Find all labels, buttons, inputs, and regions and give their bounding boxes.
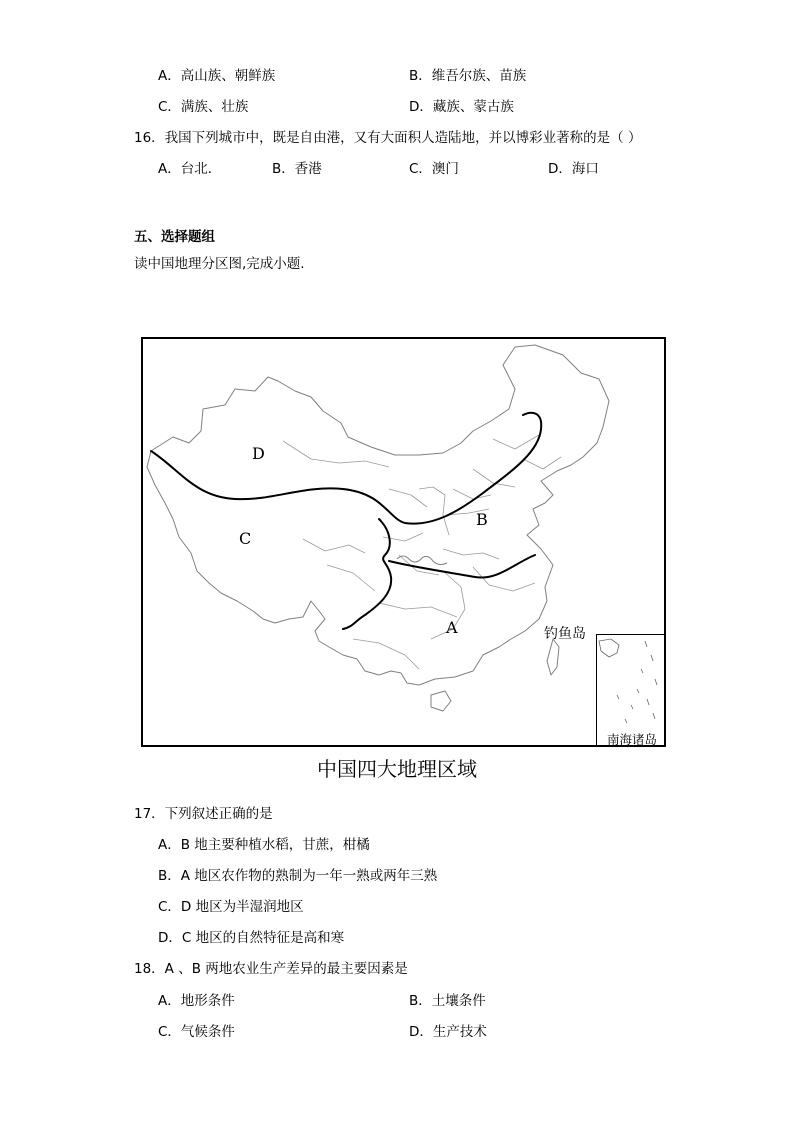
diaoyu-island-label: 钓鱼岛 xyxy=(544,626,586,642)
q15-option-c: C．满族、壮族 xyxy=(158,99,249,115)
q17-stem: 17．下列叙述正确的是 xyxy=(134,806,273,822)
section-title: 五、选择题组 xyxy=(134,229,215,245)
section-intro: 读中国地理分区图,完成小题. xyxy=(134,256,305,272)
q15-option-b: B．维吾尔族、苗族 xyxy=(409,68,527,84)
q16-option-a: A．台北． xyxy=(158,161,222,177)
q16-stem: 16．我国下列城市中，既是自由港，又有大面积人造陆地，并以博彩业著称的是（ ） xyxy=(134,130,642,146)
q17-option-d: D．C 地区的自然特征是高和寒 xyxy=(158,930,345,946)
q17-option-a: A．B 地主要种植水稻，甘蔗，柑橘 xyxy=(158,837,370,853)
inset-drawing xyxy=(597,635,666,747)
region-label-d: D xyxy=(252,444,265,463)
q16-option-c: C．澳门 xyxy=(409,161,459,177)
china-regions-map xyxy=(141,337,666,747)
hainan-island xyxy=(431,691,451,711)
q15-option-d: D．藏族、蒙古族 xyxy=(409,99,514,115)
q16-option-d: D．海口 xyxy=(548,161,599,177)
q17-option-c: C．D 地区为半湿润地区 xyxy=(158,899,304,915)
region-label-a: A xyxy=(446,618,458,637)
map-drawing xyxy=(143,339,664,745)
q18-option-b: B．土壤条件 xyxy=(409,993,486,1009)
taiwan-island xyxy=(547,639,559,675)
map-caption: 中国四大地理区域 xyxy=(317,757,477,781)
q18-option-d: D．生产技术 xyxy=(409,1024,487,1040)
q17-option-b: B．A 地区农作物的熟制为一年一熟或两年三熟 xyxy=(158,868,438,884)
q18-stem: 18．A 、B 两地农业生产差异的最主要因素是 xyxy=(134,961,408,977)
region-label-c: C xyxy=(239,529,252,548)
region-label-b: B xyxy=(476,510,488,529)
q18-option-c: C．气候条件 xyxy=(158,1024,235,1040)
inset-label: 南海诸岛 xyxy=(606,732,657,747)
divider-qinling-huaihe xyxy=(389,555,535,578)
country-border xyxy=(147,345,609,685)
q15-option-a: A．高山族、朝鲜族 xyxy=(158,68,276,84)
divider-qinghai-tibet xyxy=(343,519,391,629)
divider-north-northwest xyxy=(151,413,541,524)
q16-option-b: B．香港 xyxy=(272,161,322,177)
south-china-sea-inset xyxy=(596,634,666,747)
q18-option-a: A．地形条件 xyxy=(158,993,235,1009)
